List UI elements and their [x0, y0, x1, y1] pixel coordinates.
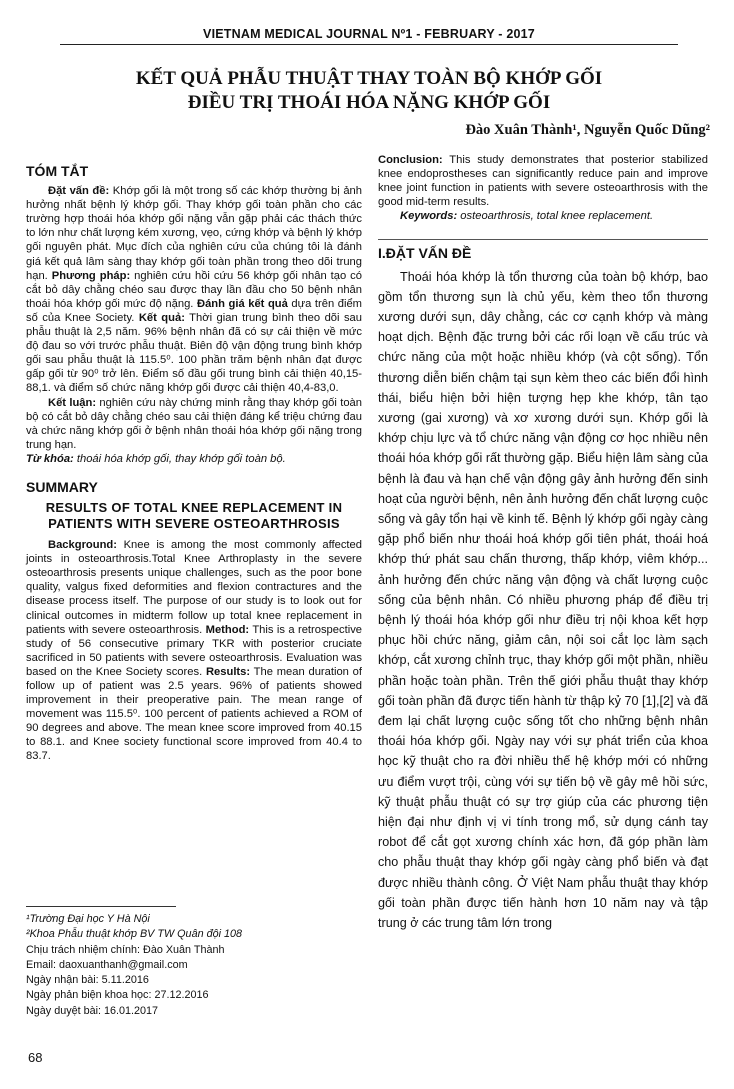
- en-background: Knee is among the most commonly affected joints in osteoarthrosis.Total Knee Arthroplasty in the severe osteoarthrosis presents unique challenges, such as the poor bone quality, valgus fixed deformities and flexion contractures and the disease process itself. The purpose of our study is to look out for clinical outcomes in midterm follow up total knee replacement in patients with severe osteoarthrosis.: [26, 539, 362, 636]
- affiliation-2: ²Khoa Phẫu thuật khớp BV TW Quân đội 108: [26, 928, 242, 941]
- vi-method-label: Phương pháp:: [51, 269, 131, 282]
- en-abstract-text: [26, 538, 362, 764]
- authors: Đào Xuân Thành¹, Nguyễn Quốc Dũng²: [465, 122, 710, 138]
- vi-results-label: Kết quả:: [138, 311, 185, 324]
- title-line-2: ĐIỀU TRỊ THOÁI HÓA NẶNG KHỚP GỐI: [187, 92, 551, 113]
- en-keywords-label: Keywords:: [400, 210, 458, 223]
- date-reviewed: Ngày phản biện khoa học: 27.12.2016: [26, 989, 209, 1002]
- journal-header: VIETNAM MEDICAL JOURNAL Nº1 - FEBRUARY - 2017: [60, 27, 678, 45]
- en-method: This is a retrospective study of 56 consecutive primary TKR with posterior cruciate sacrificed in 50 patients with severe osteoarthrosis. Evaluation was based on the Knee Society scores.: [26, 623, 363, 678]
- en-results-label: Results:: [205, 665, 251, 678]
- en-background-label: Background:: [48, 539, 117, 552]
- vi-method: nghiên cứu hồi cứu 56 khớp gối nhân tạo có cắt bỏ dây chằng chéo sau được thay lần đầu cho 50 bệnh nhân thoái hóa khớp gối mức độ nặng.: [26, 269, 362, 310]
- vi-results: Thời gian trung bình theo dõi sau phẫu thuật là 2,5 năm. 96% bệnh nhân đã có sự cải thiện về mức độ đau so với trước phẫu thuật. Biên độ vận động trung bình khớp gối sau phẫu thuật là 115.5⁰. 100 phần trăm bệnh nhân đạt được gấp gối từ 90⁰ trở lên. Điểm số đầu gối trung bình cải thiện 40,15-88,1. và điểm số chức năng khớp gối được cải thiện 40,4-83,0.: [26, 311, 363, 395]
- article-title: [60, 67, 678, 115]
- vi-eval-label: Đánh giá kết quả: [196, 297, 288, 310]
- en-keywords-para: [378, 209, 708, 223]
- date-accepted: Ngày duyệt bài: 16.01.2017: [26, 1004, 159, 1017]
- en-keywords: osteoarthrosis, total knee replacement.: [457, 210, 654, 223]
- en-conclusion: This study demonstrates that posterior stabilized knee endoprostheses can significantly reduce pain and improve knee joint function in patients with severe osteoarthrosis with the good mid-term results.: [378, 154, 708, 209]
- en-abstract-continued: [378, 153, 708, 209]
- summary-heading: SUMMARY: [26, 478, 98, 495]
- intro-heading: I.ĐẶT VẤN ĐỀ: [378, 239, 708, 260]
- responsible-author: Chịu trách nhiệm chính: Đào Xuân Thành: [26, 943, 225, 956]
- vi-background-label: Đặt vấn đề:: [48, 185, 110, 198]
- left-column: [26, 158, 362, 764]
- vi-keywords-para: [26, 452, 362, 466]
- contact-email: Email: daoxuanthanh@gmail.com: [26, 958, 188, 971]
- en-method-label: Method:: [205, 623, 250, 636]
- vi-background: Khớp gối là một trong số các khớp thường bị ảnh hưởng nhất bệnh lý khớp gối. Thay khớp gối toàn phần cho các trường hợp thoái hóa khớp gối nặng vẫn gặp phải các thách thức to lớn như chất lượng kém xương, vẹo, cứng khớp và bệnh lý khớp gối nguyên phát. Mục đích của nghiên cứu của chúng tôi là đánh giá kết quả lâm sàng thay khớp gối toàn phần trong theo dõi trung hạn.: [26, 185, 362, 282]
- en-article-title: RESULTS OF TOTAL KNEE REPLACEMENT IN PATIENTS WITH SEVERE OSTEOARTHROSIS: [45, 500, 343, 532]
- affiliation-1: ¹Trường Đại học Y Hà Nội: [26, 913, 150, 925]
- page-number: 68: [28, 1050, 43, 1065]
- date-received: Ngày nhận bài: 5.11.2016: [26, 974, 149, 987]
- vi-abstract-text: [26, 184, 362, 395]
- title-line-1: KẾT QUẢ PHẪU THUẬT THAY TOÀN BỘ KHỚP GỐI: [135, 68, 603, 89]
- vi-keywords: thoái hóa khớp gối, thay khớp gối toàn bộ.: [73, 452, 286, 465]
- vi-abstract-heading: TÓM TẮT: [26, 163, 89, 179]
- en-conclusion-label: Conclusion:: [378, 154, 443, 166]
- footnote-separator: [26, 906, 176, 907]
- vi-conclusion-label: Kết luận:: [48, 396, 97, 409]
- vi-eval: dựa trên điểm số của Knee Society.: [26, 297, 362, 324]
- right-column: [378, 153, 708, 933]
- footnotes: [26, 912, 362, 1019]
- vi-conclusion: nghiên cứu này chứng minh rằng thay khớp gối toàn bộ có cắt bỏ dây chằng chéo sau cải thiện đáng kể triệu chứng đau và chức năng khớp gối ở bệnh nhân thoái hóa khớp gối nặng trong trung hạn.: [26, 396, 362, 451]
- en-results: The mean duration of follow up of patient was 2.5 years. 96% of patients showed improvement in their preoperative pain. The mean range of movement was 115.5⁰. 100 percent of patients achieved a ROM of 90 degrees and above. The mean knee score improved from 40.15 to 88.1. and Knee society functional score improved from 40.4 to 83.7.: [26, 665, 362, 763]
- vi-keywords-label: Từ khóa:: [26, 452, 74, 465]
- vi-conclusion-para: [26, 396, 362, 452]
- intro-paragraph: Thoái hóa khớp là tổn thương của toàn bộ khớp, bao gồm tổn thương sụn là chủ yếu, kèm theo tổn thương xương dưới sụn, dây chằng, các cơ cạnh khớp và màng hoạt dịch. Bệnh đặc trưng bởi các rối loạn về cấu trúc và chức năng của một hoặc nhiều khớp (và cột sống). Tổn thương diễn biến chậm tại sụn kèm theo các biến đổi hình thái, biểu hiện bởi hiện tượng hẹp khe khớp, tân tạo xương (gai xương) và xơ xương dưới sụn. Khớp gối là khớp chịu lực và tổ chức năng vận động cơ học nhiều nên thoái hóa khớp gối rất thường gặp. Biểu hiện lâm sàng của bệnh là đau và hạn chế vận động gây ảnh hưởng đến sinh hoạt của người bệnh, nên ảnh hưởng đến chất lượng cuộc sống và gây tổn hại về kinh tế. Bệnh lý khớp gối ngày càng gặp phổ biến như thoái hoá khớp gối tiên phát, thoái hoá khớp thứ phát sau chấn thương, thấp khớp, viêm khớp... ảnh hưởng đến chức năng vận động và chất lượng cuộc sống của bệnh nhân. Có nhiều phương pháp để điều trị bệnh lý thoái hóa khớp gối như điều trị nội khoa kết hợp phục hồi chức năng, giảm cân, nội soi cắt lọc làm sạch khớp, cắt xương chỉnh trục, thay khớp gối một phần, nhiều phần hoặc toàn phần. Trên thế giới phẫu thuật thay khớp gối toàn phần đã được tiến hành từ thập kỷ 70 [1],[2] và đã đem lại chất lượng cuộc sống tốt cho những bệnh nhân thoái hóa khớp gối. Ngày nay với sự phát triển của khoa học kỹ thuật cho ra đời nhiều thế hệ khớp mới có những ưu điểm vượt trội, cùng với sự tiến bộ về gây mê hồi sức, kỹ thuật phẫu thuật có sự trợ giúp của các phương tiện hiện đại như định vị vi tính trong mổ, sử dụng cánh tay robot để cắt gọt xương chính xác hơn, đã góp phần làm cho phẫu thuật thay khớp gối ngày càng phổ biến và đạt được nhiều thành công. Ở Việt Nam phẫu thuật thay khớp gối toàn phần được tiến hành hơn 10 năm nay và tập trung ở các trung tâm lớn trong: [378, 269, 708, 931]
